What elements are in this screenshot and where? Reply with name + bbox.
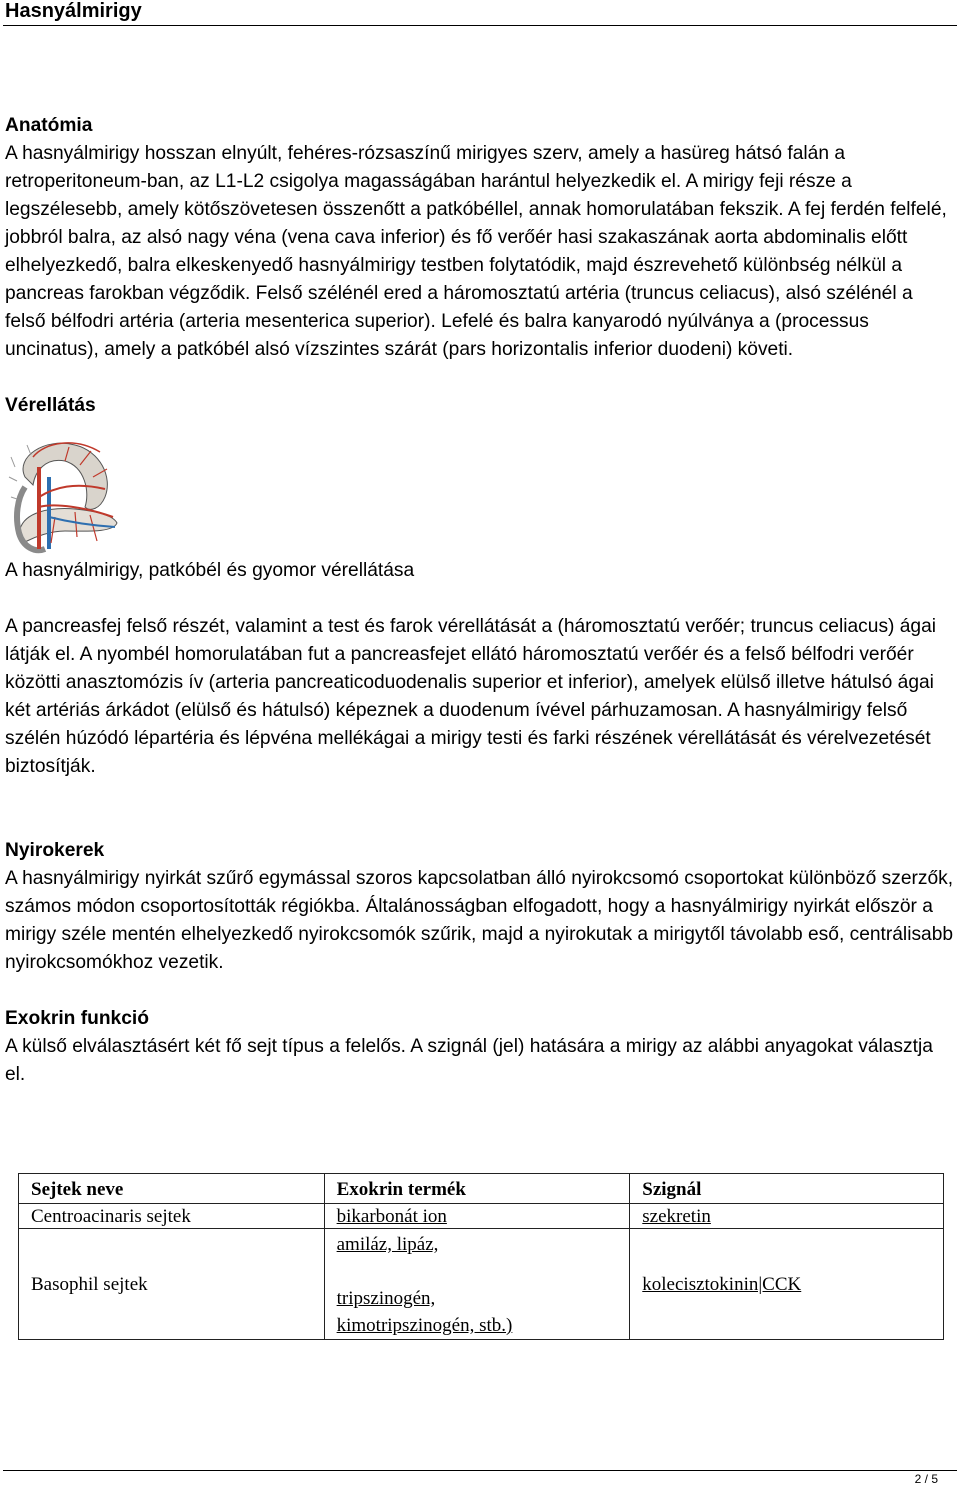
header-divider: [3, 25, 957, 26]
exocrine-table: [18, 1173, 944, 1340]
section-paragraph: A külső elválasztásért két fő sejt típus a felelős. A szignál (jel) hatására a mirigy az alábbi anyagokat választja el.: [5, 1036, 933, 1085]
table-cell: [324, 1229, 630, 1340]
figure-caption: A hasnyálmirigy, patkóbél és gyomor vérellátása: [5, 560, 415, 581]
table-header-cell: Exokrin termék: [324, 1174, 630, 1204]
document-title: Hasnyálmirigy: [5, 0, 142, 22]
footer-divider: [3, 1470, 957, 1471]
table-cell: Centroacinaris sejtek: [19, 1204, 325, 1229]
section-exokrin: [5, 1005, 955, 1089]
table-cell: bikarbonát ion: [324, 1204, 630, 1229]
section-paragraph: A hasnyálmirigy nyirkát szűrő egymással szoros kapcsolatban álló nyirokcsomó csoportokat különböző szerzők, számos módon csoportosították régiókba. Általánosságban elfogadott, hogy a hasnyálmirigy nyirkát először a mirigy széle mentén elhelyezkedő nyirokcsomók szűrik, majd a nyirokutak a mirigytől távolabb eső, centrálisabb nyirokcsomókhoz vezetik.: [5, 868, 954, 973]
table-cell-line: amiláz, lipáz,: [336, 1234, 439, 1255]
section-heading: Exokrin funkció: [5, 1008, 149, 1029]
table-cell: szekretin: [630, 1204, 944, 1229]
section-verellatas: [5, 392, 955, 781]
table-header-cell: Sejtek neve: [19, 1174, 325, 1204]
table-cell: Basophil sejtek: [19, 1229, 325, 1340]
section-heading: Nyirokerek: [5, 840, 105, 861]
section-anatomia: [5, 112, 955, 364]
section-heading: Vérellátás: [5, 395, 96, 416]
table-cell: kolecisztokinin|CCK: [630, 1229, 944, 1340]
section-paragraph: A pancreasfej felső részét, valamint a test és farok vérellátását a (háromosztatú verőér; truncus celiacus) ágai látják el. A nyombél homorulatában fut a pancreasfejet ellátó háromosztatú verőér és a felső bélfodri verőér közötti anasztomózis ív (arteria pancreaticoduodenalis superior et inferior), amelyek elülső illetve hátulsó ágai két artériás árkádot (elülső és hátulsó) képeznek a duodenum ívével párhuzamosan. A hasnyálmirigy felső szélén húzódó lépartéria és lépvéna mellékágai a mirigy testi és farki részének vérellátását és vérelvezetését biztosítják.: [5, 616, 937, 777]
blood-supply-illustration: [5, 437, 121, 557]
secretion-table: [18, 1173, 944, 1340]
section-nyirokerek: [5, 837, 955, 977]
table-cell-line: kimotripszinogén, stb.): [336, 1315, 513, 1336]
table-header-cell: Szignál: [630, 1174, 944, 1204]
anatomy-drawing: [5, 437, 121, 557]
table-cell-line: tripszinogén,: [336, 1288, 436, 1309]
page-number: 2 / 5: [914, 1472, 938, 1486]
table-row: [19, 1229, 944, 1340]
table-row: [19, 1204, 944, 1229]
table-header-row: [19, 1174, 944, 1204]
section-paragraph: A hasnyálmirigy hosszan elnyúlt, fehéres-rózsaszínű mirigyes szerv, amely a hasüreg hátsó falán a retroperitoneum-ban, az L1-L2 csigolya magasságában harántul helyezkedik el. A mirigy feji része a legszélesebb, amely kötőszövetesen összenőtt a patkóbéllel, annak homorulatában fekszik. A fej ferdén felfelé, jobbról balra, az alsó nagy véna (vena cava inferior) és fő verőér hasi szakaszának aorta abdominalis előtt elhelyezkedő, balra elkeskenyedő hasnyálmirigy testben folytatódik, majd észrevehető különbség nélkül a pancreas farokban végződik. Felső szélénél ered a háromosztatú artéria (truncus celiacus), alsó szélénél a felső bélfodri artéria (arteria mesenterica superior). Lefelé és balra kanyarodó nyúlványa a (processus uncinatus), amely a patkóbél alsó vízszintes szárát (pars horizontalis inferior duodeni) követi.: [5, 143, 947, 360]
section-heading: Anatómia: [5, 115, 93, 136]
document-body: [5, 112, 955, 1089]
